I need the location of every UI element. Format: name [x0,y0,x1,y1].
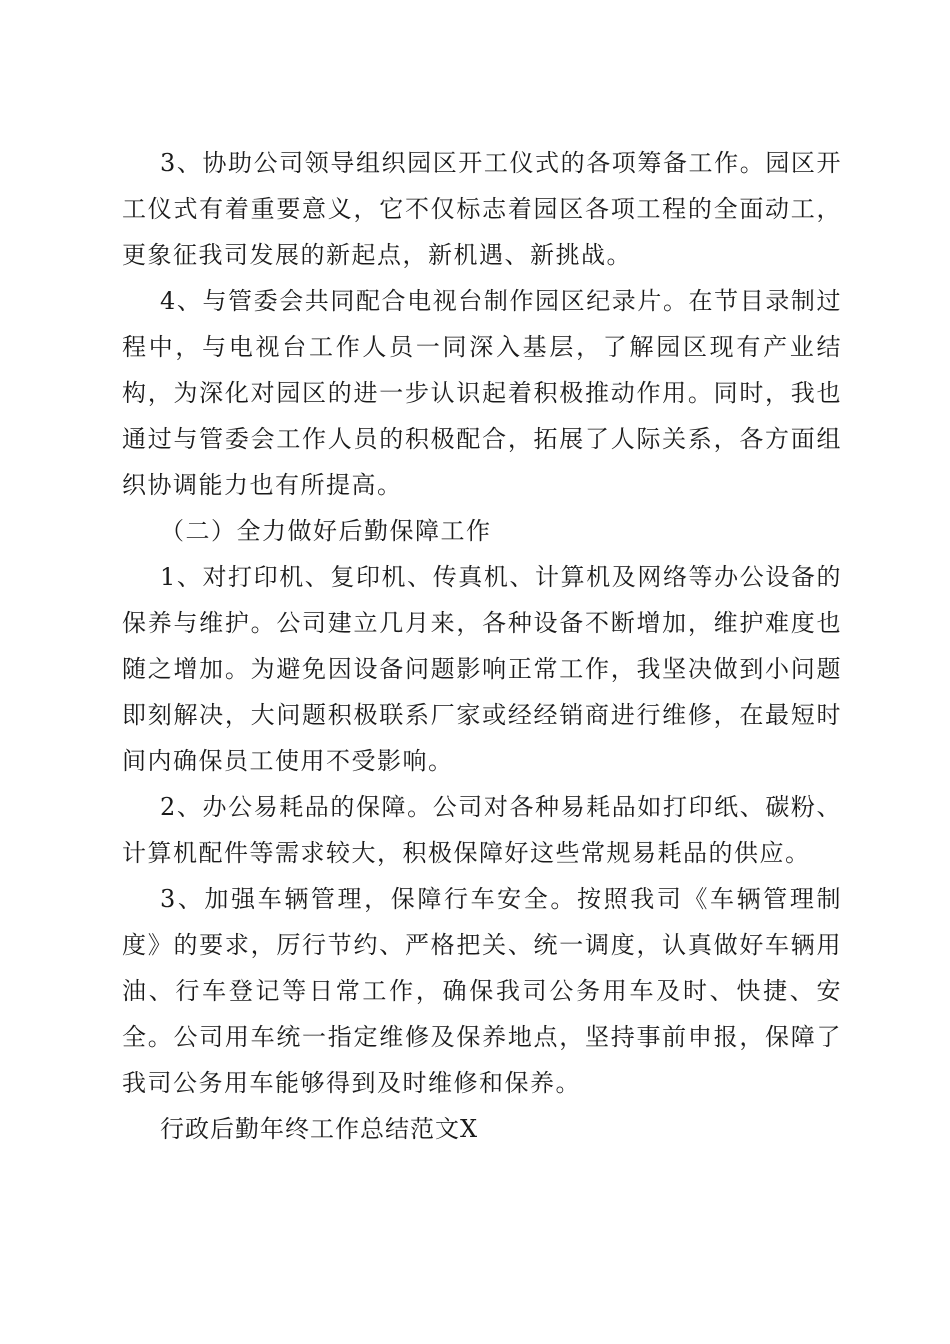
paragraph-item-3: 3、协助公司领导组织园区开工仪式的各项筹备工作。园区开工仪式有着重要意义，它不仅标志着园区各项工程的全面动工，更象征我司发展的新起点，新机遇、新挑战。 [122,149,842,269]
section-paragraph-2: 2、办公易耗品的保障。公司对各种易耗品如打印纸、碳粉、计算机配件等需求较大，积极保障好这些常规易耗品的供应。 [122,793,842,867]
document-body [122,140,842,1152]
section-heading: （二）全力做好后勤保障工作 [160,517,492,545]
closing-title-line: 行政后勤年终工作总结范文X [160,1115,479,1143]
paragraph-item-4: 4、与管委会共同配合电视台制作园区纪录片。在节目录制过程中，与电视台工作人员一同深入基层，了解园区现有产业结构，为深化对园区的进一步认识起着积极推动作用。同时，我也通过与管委会工作人员的积极配合，拓展了人际关系，各方面组织协调能力也有所提高。 [122,287,842,499]
section-paragraph-1: 1、对打印机、复印机、传真机、计算机及网络等办公设备的保养与维护。公司建立几月来，各种设备不断增加，维护难度也随之增加。为避免因设备问题影响正常工作，我坚决做到小问题即刻解决，大问题积极联系厂家或经经销商进行维修，在最短时间内确保员工使用不受影响。 [122,563,842,775]
section-paragraph-3: 3、加强车辆管理，保障行车安全。按照我司《车辆管理制度》的要求，厉行节约、严格把关、统一调度，认真做好车辆用油、行车登记等日常工作，确保我司公务用车及时、快捷、安全。公司用车统一指定维修及保养地点，坚持事前申报，保障了我司公务用车能够得到及时维修和保养。 [122,885,842,1097]
